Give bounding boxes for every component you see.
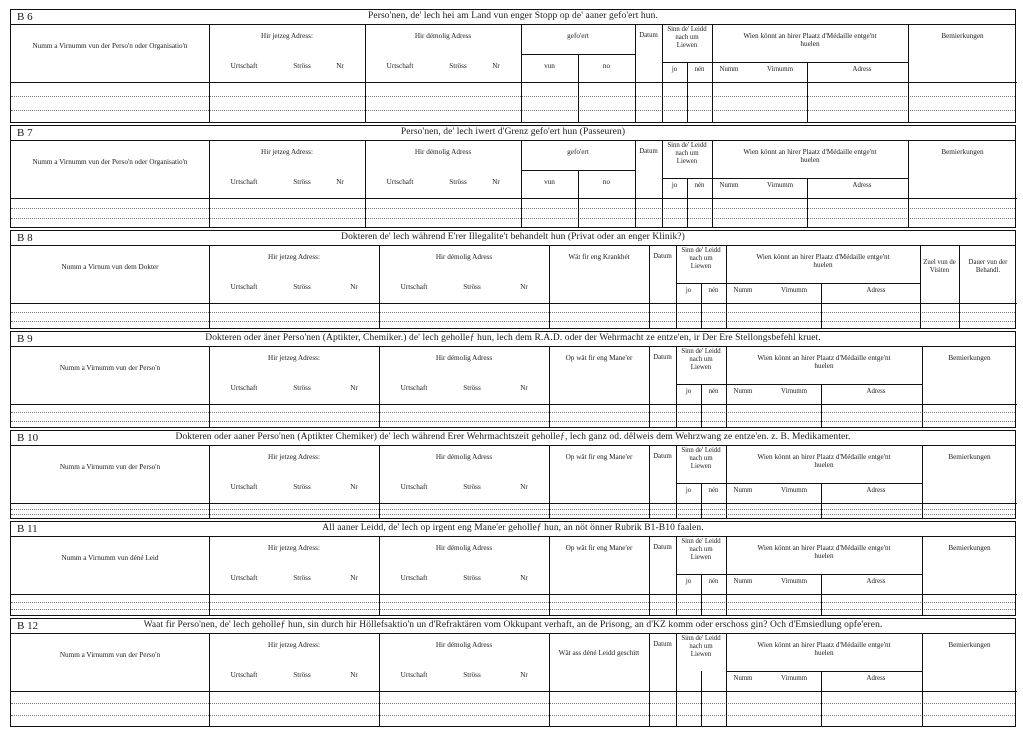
nr-label: Nr xyxy=(520,574,528,582)
urtschaft-label: Urtschaft xyxy=(230,178,258,186)
stross-label: Ströss xyxy=(293,384,311,392)
jo-label: jo xyxy=(685,578,692,585)
numm-label: Numm xyxy=(733,287,753,294)
header-bottom-line xyxy=(11,594,1017,595)
alive-header: Sinn de' Leidd nach um Liewen xyxy=(667,26,707,49)
entry-row-divider xyxy=(11,312,1015,313)
nr-label: Nr xyxy=(520,384,528,392)
medal-split xyxy=(807,178,808,227)
header-bottom-line xyxy=(11,691,1017,692)
alive-header: Sinn de' Leidd nach um Liewen xyxy=(681,635,721,658)
urtschaft-label: Urtschaft xyxy=(386,62,414,70)
medal-recipient-header: Wien könnt an hirer Plaatz d'Médaille entge'nt huelen xyxy=(757,453,891,469)
section-title-row xyxy=(11,431,1015,446)
entry-row-divider xyxy=(11,321,1015,322)
column-divider xyxy=(726,346,727,427)
medal-split xyxy=(821,283,822,328)
form-section-b8 xyxy=(10,230,1016,329)
visits-header: Zuel vun de Visiten xyxy=(923,259,956,274)
name-column-header: Numm a Virnumm vun der Perso'n oder Organisatio'n xyxy=(32,42,188,50)
jo-label: jo xyxy=(685,487,692,494)
current-address-header: Hir jetzeg Adress: xyxy=(261,32,313,40)
former-address-header: Hir démolig Adress xyxy=(435,253,493,261)
numm-label: Numm xyxy=(733,487,753,494)
gefoert-header: gefo'ert xyxy=(567,148,589,156)
stross-label: Ströss xyxy=(293,574,311,582)
alive-header: Sinn de' Leidd nach um Liewen xyxy=(681,538,721,561)
medal-recipient-header: Wien könnt an hirer Plaatz d'Médaille entge'nt huelen xyxy=(757,544,891,560)
section-title: All aaner Leidd, de' lech op irgent eng Mane'er geholleƒ hun, an nöt önner Rubrik B1-B10 faalen. xyxy=(322,523,704,533)
medal-subdivider xyxy=(726,671,922,672)
former-address-header: Hir démolig Adress xyxy=(435,453,493,461)
section-title-row xyxy=(11,332,1015,347)
section-title: Dokteren oder äner Perso'nen (Aptikter, Chemiker.) de' lech geholleƒ hun, lech dem R.A.D. oder der Wehrmacht ze entze'en, ir Der Ere Stellongsbefehl kruet. xyxy=(205,333,821,343)
medal-recipient-header: Wien könnt an hirer Plaatz d'Médaille entge'nt huelen xyxy=(757,641,891,657)
nen-label: nén xyxy=(708,287,719,294)
section-title-row xyxy=(11,522,1015,537)
former-address-header: Hir démolig Adress xyxy=(435,354,493,362)
current-address-header: Hir jetzeg Adress: xyxy=(268,354,320,362)
entry-row-divider xyxy=(11,514,1015,515)
adress-label: Adress xyxy=(866,287,886,294)
adress-label: Adress xyxy=(866,388,886,395)
column-divider xyxy=(959,245,960,328)
remarks-header: Bemierkungen xyxy=(948,544,991,552)
adress-label: Adress xyxy=(852,66,872,73)
datum-label: Datum xyxy=(653,453,672,460)
jo-label: jo xyxy=(685,388,692,395)
virnumm-label: Virnumm xyxy=(780,675,808,682)
no-label: no xyxy=(602,178,611,186)
virnumm-label: Virnumm xyxy=(766,182,794,189)
remarks-header: Bemierkungen xyxy=(941,32,984,40)
datum-label: Datum xyxy=(653,253,672,260)
column-divider xyxy=(726,445,727,518)
medal-recipient-header: Wien könnt an hirer Plaatz d'Médaille entge'nt huelen xyxy=(756,253,890,269)
urtschaft-label: Urtschaft xyxy=(230,483,258,491)
column-divider xyxy=(676,346,677,427)
medal-subdivider xyxy=(712,62,908,63)
urtschaft-label: Urtschaft xyxy=(230,283,258,291)
entry-row-divider xyxy=(11,96,1015,97)
former-address-header: Hir démolig Adress xyxy=(435,641,493,649)
medal-recipient-header: Wien könnt an hirer Plaatz d'Médaille entge'nt huelen xyxy=(743,32,877,48)
header-bottom-line xyxy=(11,503,1017,504)
entry-row-divider xyxy=(11,412,1015,413)
stross-label: Ströss xyxy=(449,62,467,70)
column-divider xyxy=(549,633,550,726)
variant-header: Op wät fir eng Mane'er xyxy=(565,453,633,461)
urtschaft-label: Urtschaft xyxy=(400,483,428,491)
gefoert-header: gefo'ert xyxy=(567,32,589,40)
medal-split xyxy=(821,671,822,726)
duration-header: Dauer vun der Behandl. xyxy=(968,259,1008,274)
medal-split xyxy=(821,384,822,427)
name-column-header: Numm a Virnumm vun der Perso'n xyxy=(59,463,161,471)
no-label: no xyxy=(602,62,611,70)
urtschaft-label: Urtschaft xyxy=(386,178,414,186)
name-column-header: Numm a Virnumm vun déné Leid xyxy=(61,554,159,562)
medal-subdivider xyxy=(726,384,922,385)
medal-subdivider xyxy=(726,574,922,575)
section-title: Dokteren oder aaner Perso'nen (Aptikter Chemiker) de' lech während Erer Wehrmachtszeit geholleƒ, lech ganz od. dêlweis dem Wehrzwang ze entze'en. z. B. Medikamenter. xyxy=(175,432,851,442)
nr-label: Nr xyxy=(350,483,358,491)
remarks-header: Bemierkungen xyxy=(941,148,984,156)
section-title-row xyxy=(11,126,1015,141)
virnumm-label: Virnumm xyxy=(780,578,808,585)
column-divider xyxy=(920,245,921,328)
nen-label: nén xyxy=(708,578,719,585)
adress-label: Adress xyxy=(852,182,872,189)
urtschaft-label: Urtschaft xyxy=(400,283,428,291)
section-code: B 6 xyxy=(17,11,33,23)
form-section-b7 xyxy=(10,125,1016,228)
section-code: B 11 xyxy=(17,523,38,535)
entry-row-divider xyxy=(11,110,1015,111)
nen-label: nén xyxy=(708,388,719,395)
remarks-header: Bemierkungen xyxy=(948,641,991,649)
stross-label: Ströss xyxy=(293,62,311,70)
vun-label: vun xyxy=(544,178,555,186)
nen-label: nén xyxy=(694,182,705,189)
urtschaft-label: Urtschaft xyxy=(230,574,258,582)
stross-label: Ströss xyxy=(463,483,481,491)
name-column-header: Numm a Virnumm vun der Perso'n xyxy=(59,651,161,659)
nr-label: Nr xyxy=(520,671,528,679)
header-bottom-line xyxy=(11,198,1017,199)
name-column-header: Numm a Virnumm vun der Perso'n xyxy=(59,364,161,372)
section-code: B 10 xyxy=(17,432,39,444)
current-address-header: Hir jetzeg Adress: xyxy=(268,453,320,461)
medal-subdivider xyxy=(726,483,922,484)
vun-label: vun xyxy=(544,62,555,70)
variant-header: Wät ass déné Leidd geschitt xyxy=(558,649,640,657)
column-divider xyxy=(676,633,677,726)
numm-label: Numm xyxy=(733,675,753,682)
adress-label: Adress xyxy=(866,578,886,585)
section-code: B 12 xyxy=(17,620,39,632)
entry-row-divider xyxy=(11,218,1015,219)
form-section-b9 xyxy=(10,331,1016,428)
nr-label: Nr xyxy=(350,384,358,392)
nr-label: Nr xyxy=(492,62,500,70)
datum-label: Datum xyxy=(653,544,672,551)
section-title: Waat fir Perso'nen, de' lech geholleƒ hun, sin durch hir Höllefsaktio'n un d'Refraktären vom Okkupant verhaft, an de Prisong, an d'KZ komm oder erschoss gin? Och d'Emsiedlung opfe'eren. xyxy=(143,620,883,630)
stross-label: Ströss xyxy=(463,671,481,679)
section-code: B 9 xyxy=(17,333,33,345)
section-title: Perso'nen, de' lech hei am Land vun enger Stopp op de' aaner gefo'ert hun. xyxy=(368,11,658,21)
adress-label: Adress xyxy=(866,487,886,494)
form-section-b6 xyxy=(10,9,1016,123)
nen-label: nén xyxy=(694,66,705,73)
entry-row-divider xyxy=(11,509,1015,510)
nr-label: Nr xyxy=(350,671,358,679)
nr-label: Nr xyxy=(336,62,344,70)
section-title-row xyxy=(11,10,1015,25)
former-address-header: Hir démolig Adress xyxy=(435,544,493,552)
entry-row-divider xyxy=(11,703,1015,704)
section-title: Perso'nen, de' lech iwert d'Grenz gefo'ert hun (Passeuren) xyxy=(400,127,626,137)
virnumm-label: Virnumm xyxy=(780,287,808,294)
medal-recipient-header: Wien könnt an hirer Plaatz d'Médaille entge'nt huelen xyxy=(743,148,877,164)
current-address-header: Hir jetzeg Adress: xyxy=(268,544,320,552)
alive-split xyxy=(701,671,702,726)
urtschaft-label: Urtschaft xyxy=(400,574,428,582)
column-divider xyxy=(712,24,713,122)
nr-label: Nr xyxy=(350,283,358,291)
urtschaft-label: Urtschaft xyxy=(400,671,428,679)
urtschaft-label: Urtschaft xyxy=(400,384,428,392)
entry-row-divider xyxy=(11,421,1015,422)
nr-label: Nr xyxy=(520,283,528,291)
former-address-header: Hir démolig Adress xyxy=(414,32,472,40)
alive-header: Sinn de' Leidd nach um Liewen xyxy=(667,142,707,165)
numm-label: Numm xyxy=(733,388,753,395)
nen-label: nén xyxy=(708,487,719,494)
medal-subdivider xyxy=(712,178,908,179)
section-code: B 8 xyxy=(17,232,33,244)
alive-header: Sinn de' Leidd nach um Liewen xyxy=(681,247,721,270)
form-section-b10 xyxy=(10,430,1016,519)
form-section-b12 xyxy=(10,618,1016,727)
entry-row-divider xyxy=(11,602,1015,603)
variant-header: Wät fir eng Krankhét xyxy=(568,253,630,261)
virnumm-label: Virnumm xyxy=(780,388,808,395)
datum-label: Datum xyxy=(653,354,672,361)
numm-label: Numm xyxy=(719,66,739,73)
urtschaft-label: Urtschaft xyxy=(230,671,258,679)
datum-label: Datum xyxy=(639,148,658,155)
entry-row-divider xyxy=(11,715,1015,716)
stross-label: Ströss xyxy=(449,178,467,186)
medal-subdivider xyxy=(726,283,920,284)
virnumm-label: Virnumm xyxy=(780,487,808,494)
stross-label: Ströss xyxy=(463,283,481,291)
medal-split xyxy=(807,62,808,122)
adress-label: Adress xyxy=(866,675,886,682)
section-title: Dokteren de' lech während E'rer Illegalite't behandelt hun (Privat oder an enger Klinik?) xyxy=(341,232,685,242)
medal-recipient-header: Wien könnt an hirer Plaatz d'Médaille entge'nt huelen xyxy=(757,354,891,370)
header-bottom-line xyxy=(11,404,1017,405)
urtschaft-label: Urtschaft xyxy=(230,62,258,70)
stross-label: Ströss xyxy=(293,178,311,186)
stross-label: Ströss xyxy=(293,671,311,679)
virnumm-label: Virnumm xyxy=(766,66,794,73)
remarks-header: Bemierkungen xyxy=(948,453,991,461)
current-address-header: Hir jetzeg Adress: xyxy=(261,148,313,156)
jo-label: jo xyxy=(685,287,692,294)
column-divider xyxy=(676,445,677,518)
nr-label: Nr xyxy=(350,574,358,582)
column-divider xyxy=(726,536,727,615)
alive-header: Sinn de' Leidd nach um Liewen xyxy=(681,348,721,371)
nr-label: Nr xyxy=(520,483,528,491)
nr-label: Nr xyxy=(492,178,500,186)
column-divider xyxy=(726,245,727,328)
jo-label: jo xyxy=(671,66,678,73)
entry-row-divider xyxy=(11,208,1015,209)
current-address-header: Hir jetzeg Adress: xyxy=(268,253,320,261)
urtschaft-label: Urtschaft xyxy=(230,384,258,392)
column-divider xyxy=(676,536,677,615)
section-code: B 7 xyxy=(17,127,33,139)
current-address-header: Hir jetzeg Adress: xyxy=(268,641,320,649)
variant-header: Op wät fir eng Mane'er xyxy=(565,354,633,362)
name-column-header: Numm a Virnumm vun der Perso'n oder Organisatio'n xyxy=(32,158,188,166)
form-section-b11 xyxy=(10,521,1016,616)
nr-label: Nr xyxy=(336,178,344,186)
datum-label: Datum xyxy=(639,32,658,39)
stross-label: Ströss xyxy=(463,574,481,582)
stross-label: Ströss xyxy=(463,384,481,392)
stross-label: Ströss xyxy=(293,283,311,291)
column-divider xyxy=(712,140,713,227)
datum-label: Datum xyxy=(653,641,672,648)
remarks-header: Bemierkungen xyxy=(948,354,991,362)
variant-header: Op wät fir eng Mane'er xyxy=(565,544,633,552)
former-address-header: Hir démolig Adress xyxy=(414,148,472,156)
column-divider xyxy=(726,633,727,726)
header-bottom-line xyxy=(11,82,1017,83)
jo-label: jo xyxy=(671,182,678,189)
medal-split xyxy=(821,483,822,518)
medal-split xyxy=(821,574,822,615)
entry-row-divider xyxy=(11,609,1015,610)
numm-label: Numm xyxy=(719,182,739,189)
numm-label: Numm xyxy=(733,578,753,585)
name-column-header: Numm a Virnum vun dem Dokter xyxy=(61,263,159,271)
section-title-row xyxy=(11,619,1015,634)
section-title-row xyxy=(11,231,1015,246)
header-bottom-line xyxy=(11,303,1017,304)
alive-header: Sinn de' Leidd nach um Liewen xyxy=(681,447,721,470)
stross-label: Ströss xyxy=(293,483,311,491)
